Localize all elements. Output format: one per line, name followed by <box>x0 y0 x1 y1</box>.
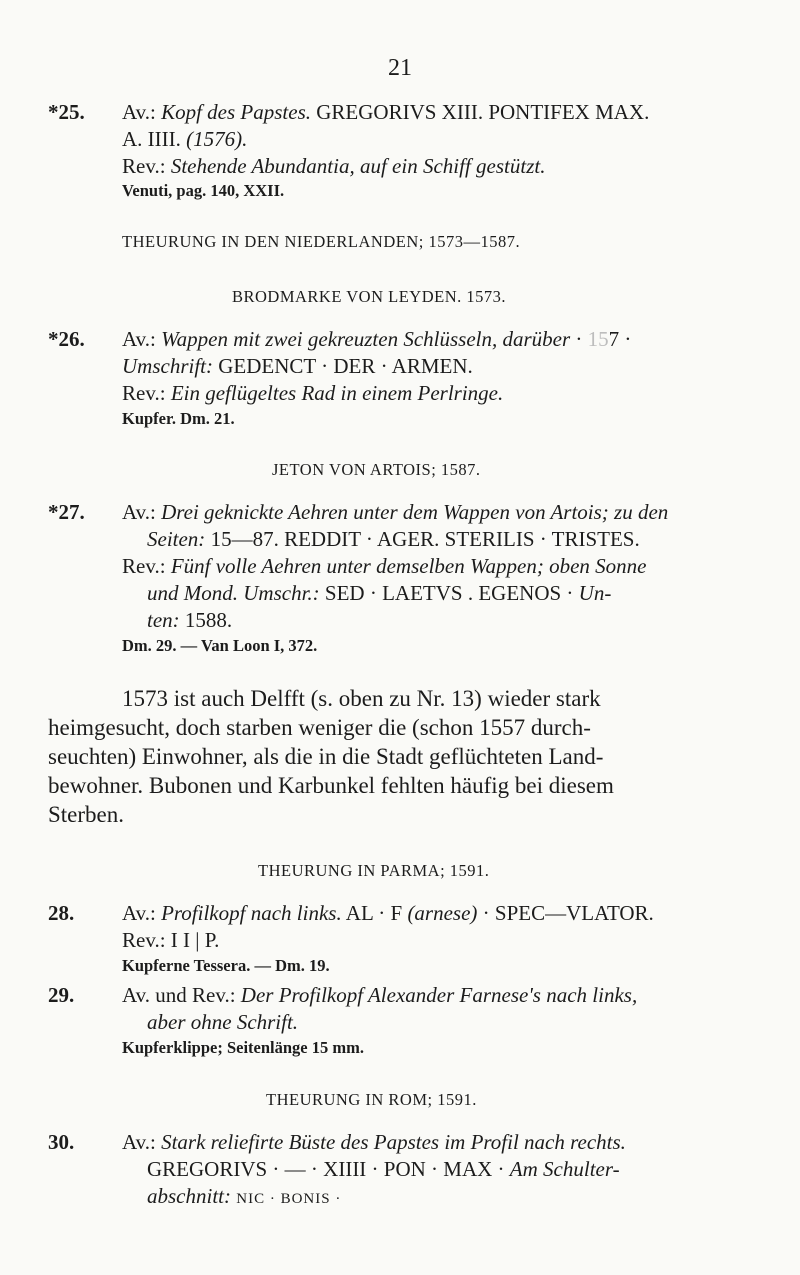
paragraph-line-2: heimgesucht, doch starben weniger die (schon 1557 durch- <box>48 715 591 740</box>
entry-27-reverse-cont-2 <box>147 608 232 633</box>
entry-30-obverse <box>122 1130 626 1155</box>
entry-number-25: *25. <box>48 100 85 124</box>
entry-27-obverse <box>122 500 668 525</box>
entry-25-reverse <box>122 154 545 179</box>
obverse-date-faint: 15 <box>587 327 609 351</box>
obverse-label: Av.: <box>122 1130 156 1154</box>
description-cont: aber ohne Schrift. <box>147 1010 299 1034</box>
obverse-label: Av.: <box>122 100 156 124</box>
obverse-label: Av.: <box>122 327 156 351</box>
obverse-label: Av.: <box>122 901 156 925</box>
entry-26-reverse <box>122 381 503 406</box>
section-heading-rom: THEURUNG IN ROM; 1591. <box>266 1090 477 1109</box>
obverse-dot: · <box>575 327 583 351</box>
subheading-jeton-artois: JETON VON ARTOIS; 1587. <box>272 460 481 479</box>
reverse-label: Rev.: <box>122 554 166 578</box>
signature-legend: NIC · BONIS · <box>236 1191 342 1207</box>
obverse-description: Stark reliefirte Büste des Papstes im Profil nach rechts. <box>161 1130 626 1154</box>
legend-text: GEDENCT · DER · ARMEN. <box>218 354 473 378</box>
reverse-label: Rev.: <box>122 154 166 178</box>
paragraph-line-3: seuchten) Einwohner, als die in die Stadt geflüchteten Land- <box>48 744 604 769</box>
subheading-brodmarke: BRODMARKE VON LEYDEN. 1573. <box>232 287 506 306</box>
entry-number-26: *26. <box>48 327 85 351</box>
reverse-label: Rev.: <box>122 381 166 405</box>
entry-26-obverse <box>122 327 631 352</box>
legend-label: Umschr.: <box>243 581 320 605</box>
entry-27-reference: Dm. 29. — Van Loon I, 372. <box>122 636 318 655</box>
entry-number-29: 29. <box>48 983 75 1007</box>
paragraph-line-1: 1573 ist auch Delfft (s. oben zu Nr. 13) wieder stark <box>122 686 601 711</box>
reverse-description-cont: und Mond. <box>147 581 238 605</box>
entry-25-obverse <box>122 100 649 125</box>
description-text: Der Profilkopf Alexander Farnese's nach links, <box>240 983 638 1007</box>
obverse-date: (1576). <box>186 127 248 151</box>
entry-number-30: 30. <box>48 1130 75 1154</box>
entry-number-28: 28. <box>48 901 75 925</box>
entry-29-description-cont <box>147 1010 298 1035</box>
obverse-description: Profilkopf nach links. <box>161 901 342 925</box>
entry-25-reference: Venuti, pag. 140, XXII. <box>122 181 285 200</box>
entry-26-reference: Kupfer. Dm. 21. <box>122 409 235 428</box>
reverse-description: Stehende Abundantia, auf ein Schiff gestützt. <box>170 154 546 178</box>
obverse-legend: AL · F <box>345 901 403 925</box>
legend-label: Seiten: <box>147 527 206 551</box>
obverse-legend-italic: (arnese) <box>407 901 478 925</box>
entry-28-reverse: Rev.: I I | P. <box>122 928 220 952</box>
obverse-label: Av.: <box>122 500 156 524</box>
entry-28-reference: Kupferne Tessera. — Dm. 19. <box>122 956 330 975</box>
page-number: 21 <box>388 55 412 81</box>
entry-27-reverse-cont <box>147 581 611 606</box>
obverse-description: Drei geknickte Aehren unter dem Wappen von Artois; zu den <box>161 500 669 524</box>
obverse-legend-cont: A. IIII. <box>122 127 181 151</box>
obverse-description: Kopf des Papstes. <box>161 100 311 124</box>
obverse-legend: GREGORIVS XIII. PONTIFEX MAX. <box>316 100 650 124</box>
entry-28-obverse <box>122 901 654 926</box>
entry-29-description <box>122 983 637 1008</box>
legend-label-2: Un- <box>578 581 612 605</box>
legend-label: Umschrift: <box>122 354 213 378</box>
paragraph-line-4: bewohner. Bubonen und Karbunkel fehlten häufig bei diesem <box>48 773 614 798</box>
legend-text: 15—87. REDDIT · AGER. STERILIS · TRISTES. <box>210 527 640 551</box>
reverse-description: Fünf volle Aehren unter demselben Wappen; oben Sonne <box>170 554 647 578</box>
legend-note: Am Schulter- <box>509 1157 620 1181</box>
entry-25-obverse-cont <box>122 127 247 152</box>
entry-27-obverse-cont <box>147 527 640 552</box>
obverse-reverse-label: Av. und Rev.: <box>122 983 236 1007</box>
entry-26-legend <box>122 354 473 379</box>
paragraph-line-5: Sterben. <box>48 802 125 827</box>
legend-date: 1588. <box>184 608 233 632</box>
obverse-date-end: 7 · <box>608 327 632 351</box>
entry-number-27: *27. <box>48 500 85 524</box>
legend-note-cont: abschnitt: <box>147 1184 231 1208</box>
legend-text: GREGORIVS · — · XIIII · PON · MAX · <box>147 1157 505 1181</box>
reverse-description: Ein geflügeltes Rad in einem Perlringe. <box>170 381 504 405</box>
entry-30-legend-cont <box>147 1184 341 1209</box>
entry-30-legend <box>147 1157 620 1182</box>
section-heading-parma: THEURUNG IN PARMA; 1591. <box>258 861 490 880</box>
entry-27-reverse <box>122 554 647 579</box>
legend-label-cont: ten: <box>147 608 180 632</box>
obverse-legend-end: · SPEC—VLATOR. <box>482 901 654 925</box>
entry-29-reference: Kupferklippe; Seitenlänge 15 mm. <box>122 1038 364 1057</box>
legend-text: SED · LAETVS . EGENOS · <box>324 581 574 605</box>
section-heading-niederlanden: THEURUNG IN DEN NIEDERLANDEN; 1573—1587. <box>122 232 521 251</box>
obverse-description: Wappen mit zwei gekreuzten Schlüsseln, darüber <box>161 327 571 351</box>
